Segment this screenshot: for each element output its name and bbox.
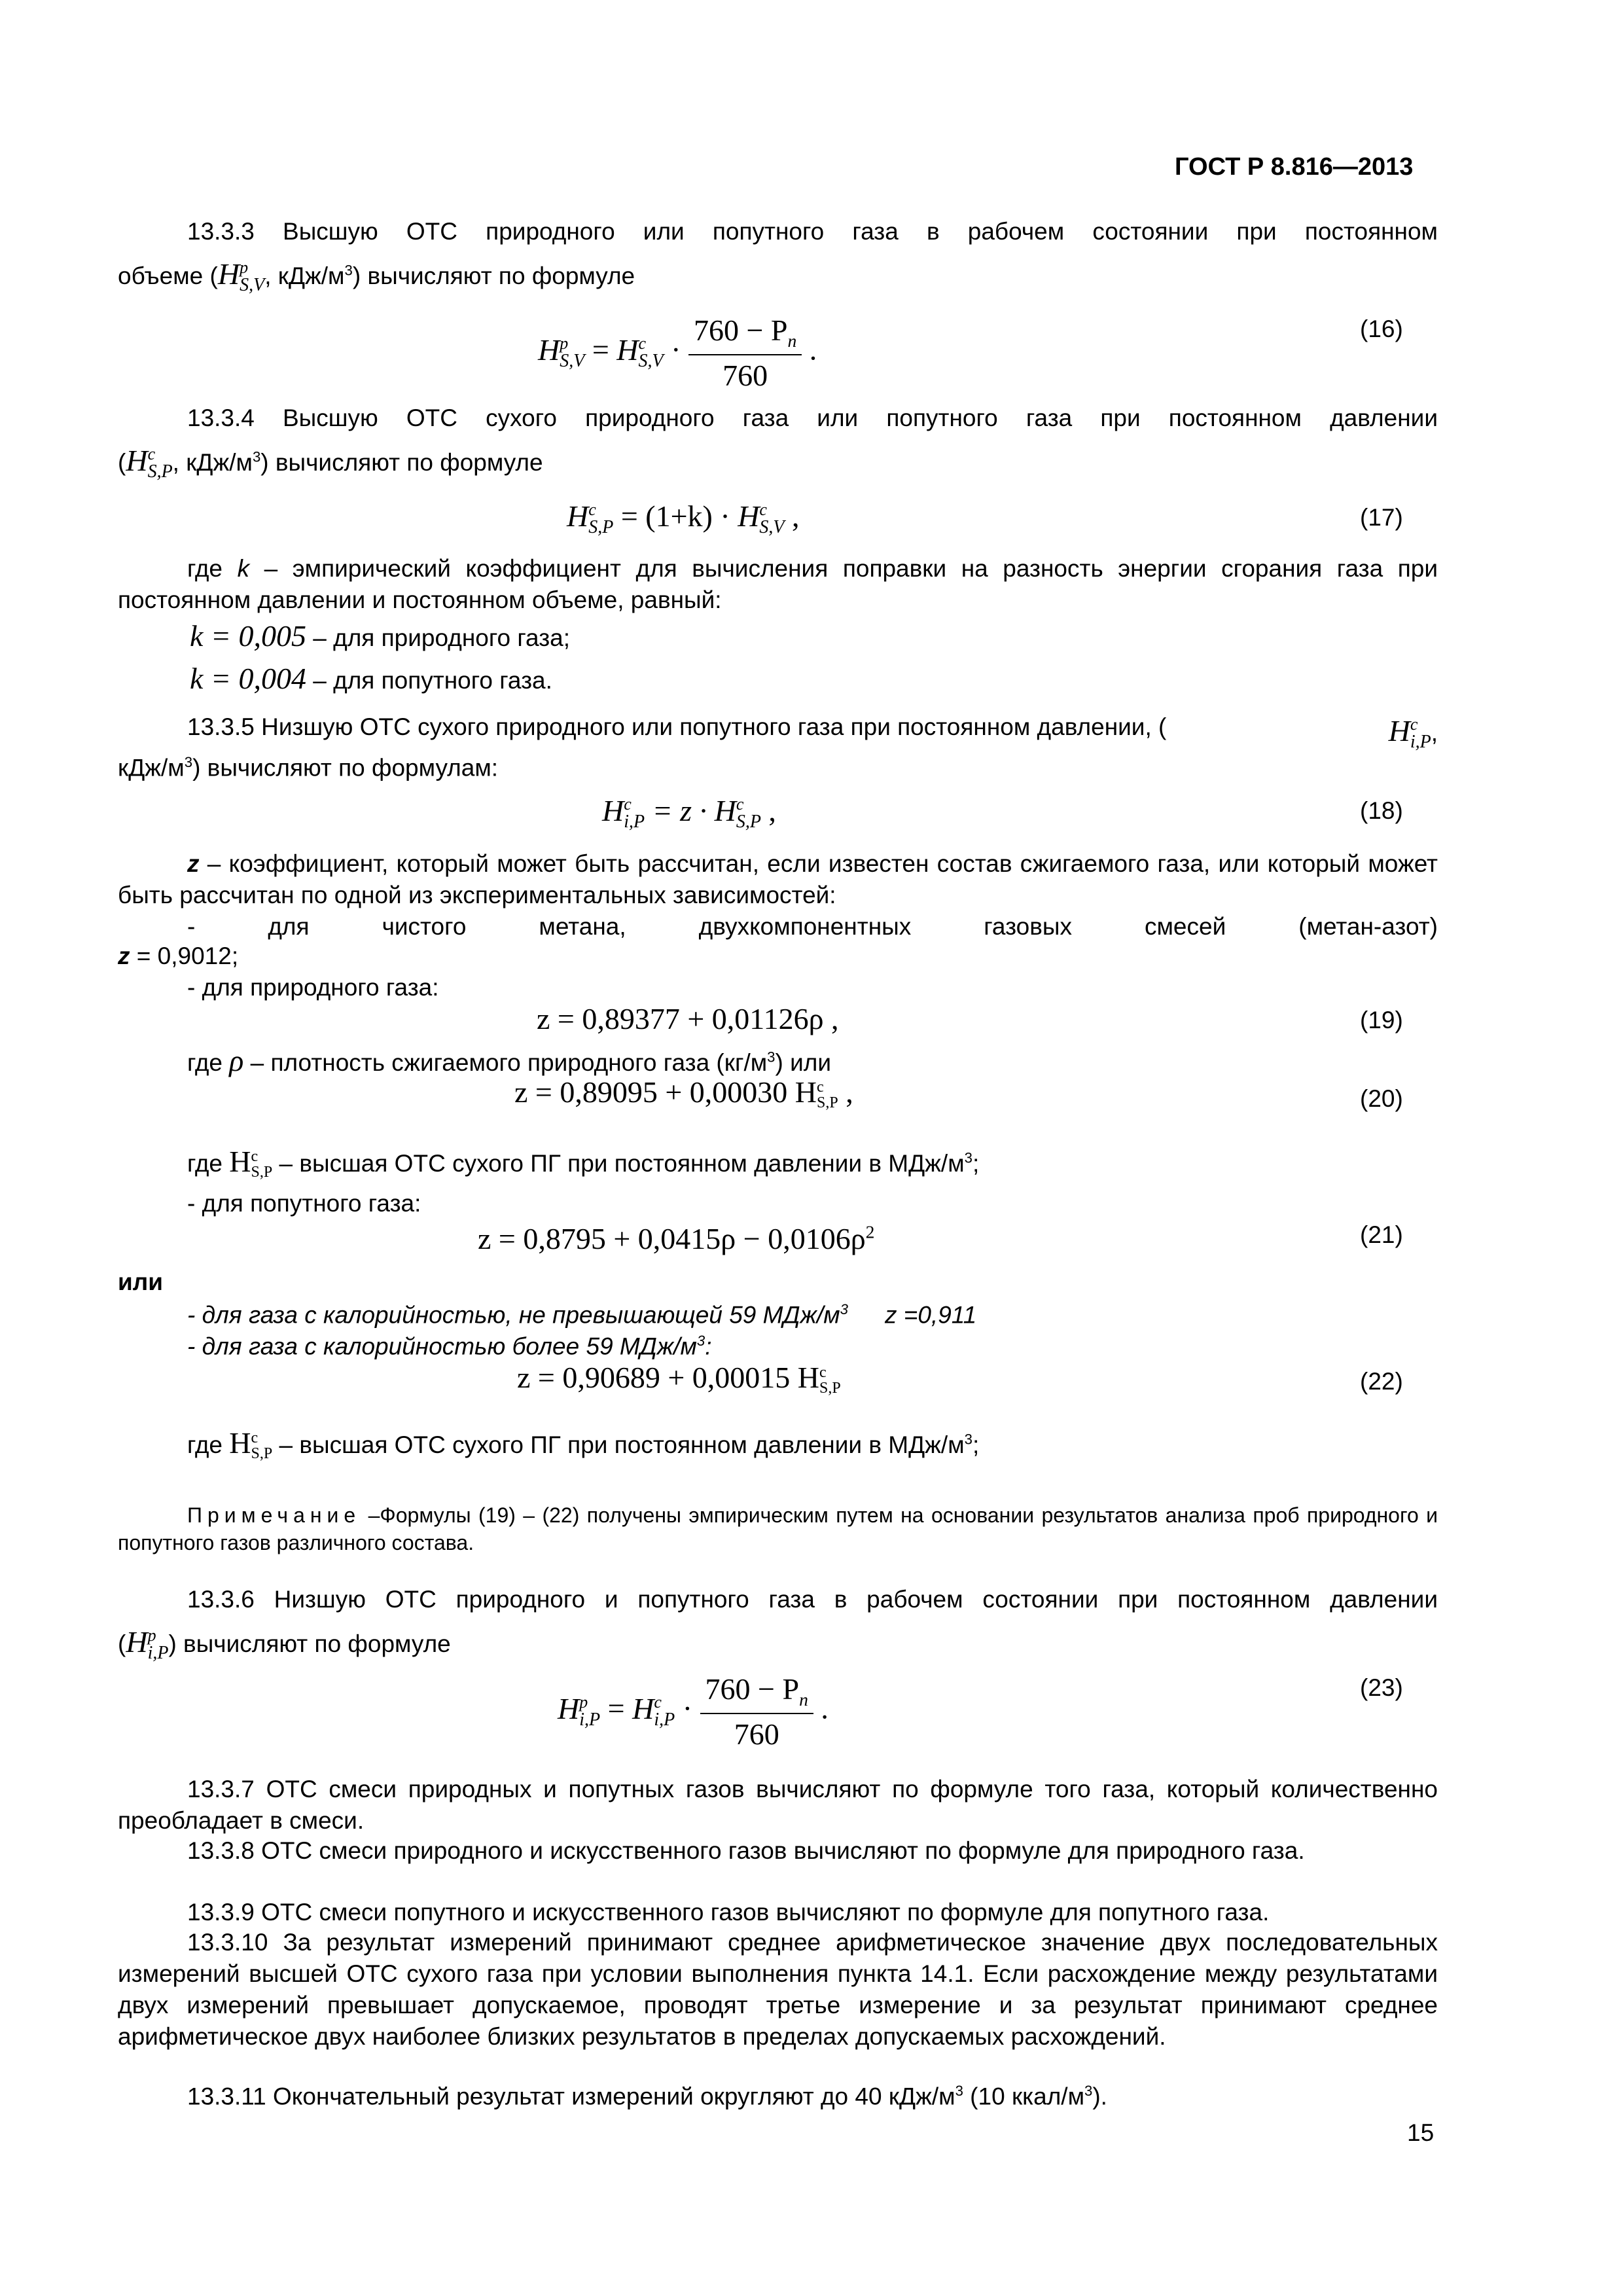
paragraph-13-3-6-line1: 13.3.6 Низшую ОТС природного и попутного газа в рабочем состоянии при постоянном давлении	[187, 1586, 1438, 1613]
formula-21: $z = 0,8795 + 0,0415\rho - 0,0106\rho^2$	[478, 1221, 875, 1255]
page-number: 15	[1407, 2119, 1435, 2146]
equation-number-22: (22)	[1360, 1368, 1403, 1395]
note: Примечание –Формулы (19) – (22) получены эмпирическим путем на основании результатов анализа проб природного и попутного газов различного состава.	[118, 1503, 1438, 1554]
paragraph-methane: - для чистого метана, двухкомпонентных газовых смесей (метан-азот)	[187, 913, 1438, 940]
formula-19: z = 0,89377 + 0,01126ρ ,	[537, 1002, 839, 1035]
paragraph-13-3-4-line2: (H c S,P , кДж/$м^3$) вычисляют по формуле	[118, 444, 543, 482]
k-natural-gas: k = 0,005 – для природного газа;	[190, 619, 571, 653]
formula-22: z = 0,90689 + 0,00015 H c S,P	[517, 1361, 841, 1397]
equation-number-21: (21)	[1360, 1221, 1403, 1248]
z-methane-value: z = 0,9012;	[118, 942, 239, 969]
paragraph-13-3-4-line1: 13.3.4 Высшую ОТС сухого природного газа или попутного газа при постоянном давлении	[187, 404, 1438, 431]
natural-gas-label: - для природного газа:	[187, 974, 439, 1001]
paragraph-13-3-11: 13.3.11 Окончательный результат измерений округляют до 40 кДж/$м^3$ (10 ккал/$м^3$).	[187, 2083, 1107, 2110]
paragraph-k-definition: где k – эмпирический коэффициент для вычисления поправки на разность энергии сгорания газа при постоянном давлении и постоянном объеме, равный:	[118, 555, 1438, 613]
equation-number-20: (20)	[1360, 1085, 1403, 1112]
formula-23: H p i,P = H c i,P · $\frac{760 - P_n}{760}$ .	[558, 1672, 829, 1751]
paragraph-13-3-5-line1: 13.3.5 Низшую ОТС сухого природного или попутного газа при постоянном давлении, ( H c i,P ,	[187, 713, 1438, 753]
symbol-h-psv: H p S,V	[217, 257, 265, 296]
paragraph-13-3-3-line1: 13.3.3 Высшую ОТС природного или попутного газа в рабочем состоянии при постоянном	[187, 218, 1438, 245]
calorific-above-59: - для газа с калорийностью более 59 МДж/$м^3$:	[187, 1333, 712, 1360]
paragraph-13-3-8: 13.3.8 ОТС смеси природного и искусственного газов вычисляют по формуле для природного газа.	[187, 1837, 1305, 1864]
k-associated-gas: k = 0,004 – для попутного газа.	[190, 662, 552, 695]
paragraph-13-3-9: 13.3.9 ОТС смеси попутного и искусственного газов вычисляют по формуле для попутного газа.	[187, 1899, 1270, 1926]
paragraph-13-3-3-line2: объеме (H p S,V , кДж/$м^3$) вычисляют по формуле	[118, 257, 635, 296]
equation-number-16: (16)	[1360, 315, 1403, 342]
calorific-below-59: - для газа с калорийностью, не превышающей 59 МДж/$м^3$ z =0,911	[187, 1301, 977, 1329]
paragraph-hsp-definition-2: где H c S,P – высшая ОТС сухого ПГ при постоянном давлении в МДж/$м^3$;	[187, 1426, 980, 1463]
or-label: или	[118, 1268, 163, 1295]
paragraph-13-3-10: 13.3.10 За результат измерений принимают среднее арифметическое значение двух последовательных измерений высшей ОТС сухого газа при условии выполнения пункта 14.1. Если расхождение между результатами двух измерений превышает допускаемое, проводят третье измерение и за результат принимают среднее арифметическое двух наиболее близких результатов в пределах допускаемых расхождений.	[118, 1929, 1438, 2050]
equation-number-17: (17)	[1360, 504, 1403, 531]
paragraph-13-3-6-line2: (H p i,P ) вычисляют по формуле	[118, 1625, 451, 1664]
paragraph-13-3-7: 13.3.7 ОТС смеси природных и попутных газов вычисляют по формуле того газа, который количественно преобладает в смеси.	[118, 1776, 1438, 1834]
standard-header: ГОСТ Р 8.816—2013	[1175, 153, 1414, 181]
formula-20: z = 0,89095 + 0,00030 H c S,P ,	[514, 1075, 853, 1112]
equation-number-23: (23)	[1360, 1674, 1403, 1701]
equation-number-19: (19)	[1360, 1007, 1403, 1033]
paragraph-hsp-definition-1: где H c S,P – высшая ОТС сухого ПГ при постоянном давлении в МДж/$м^3$;	[187, 1145, 980, 1181]
formula-16: H p S,V = H c S,V · $\frac{760 - P_n}{760}$ .	[538, 314, 817, 393]
paragraph-z-definition: z – коэффициент, который может быть рассчитан, если известен состав сжигаемого газа, или который может быть рассчитан по одной из экспериментальных зависимостей:	[118, 850, 1438, 908]
formula-17: H c S,P = (1+k) · H c S,V ,	[567, 499, 800, 538]
formula-18: H c i,P = z · H c S,P ,	[602, 794, 776, 833]
equation-number-18: (18)	[1360, 797, 1403, 824]
paragraph-rho-definition: где ρ – плотность сжигаемого природного газа $(кг/м^3)$ или	[187, 1044, 832, 1077]
associated-gas-label: - для попутного газа:	[187, 1190, 421, 1217]
paragraph-13-3-5-line2: кДж/$м^3$) вычисляют по формулам:	[118, 754, 499, 781]
symbol-h-csp: H c S,P	[126, 444, 173, 482]
